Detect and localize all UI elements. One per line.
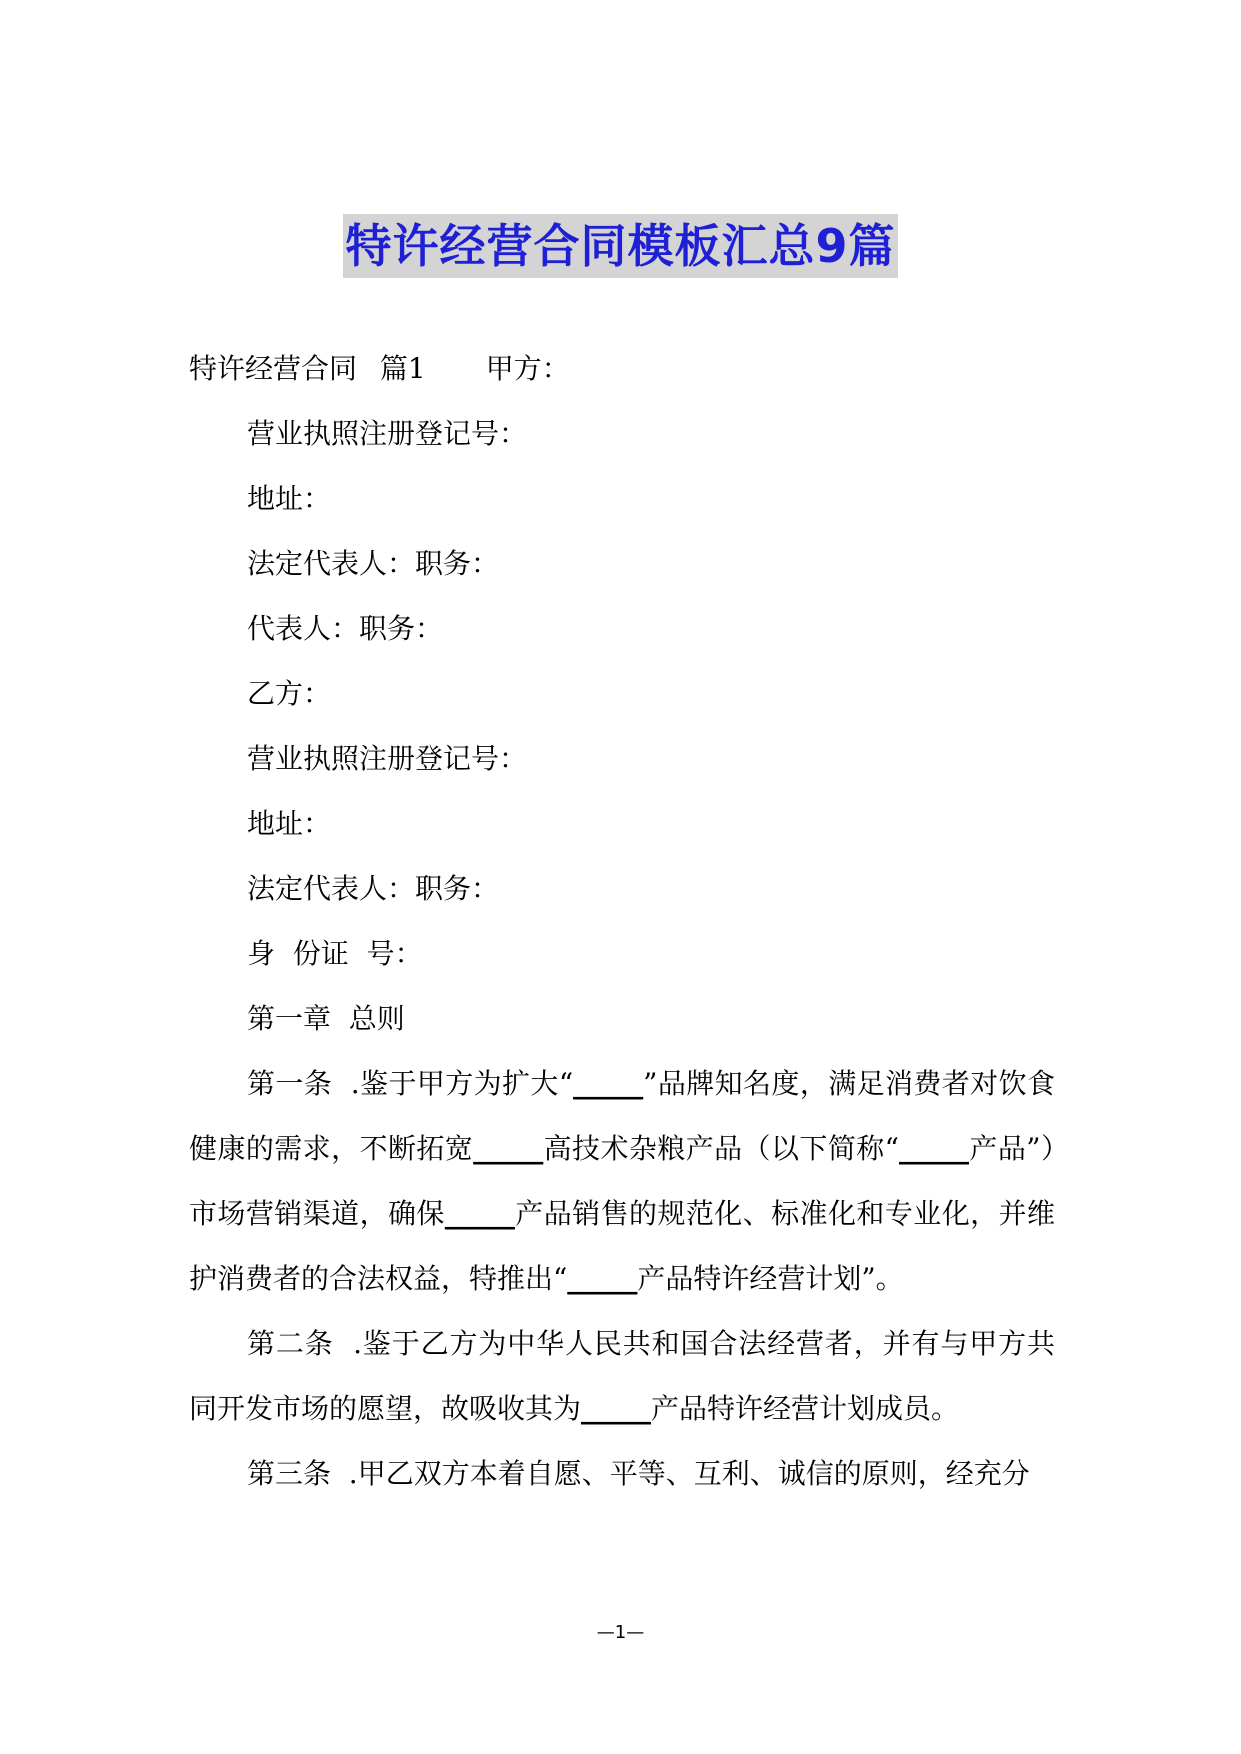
heading-line bbox=[189, 336, 1055, 401]
chapter-heading: 第一章 总则 bbox=[247, 1002, 405, 1035]
article-1-text-1: 第一条 .鉴于甲方为扩大“ bbox=[247, 1067, 574, 1100]
article-1-blank-2: _____ bbox=[473, 1132, 544, 1165]
article-1-text-2: ”品牌知名度，满足消费者对饮食健康的需求，不断拓宽 bbox=[189, 1067, 1055, 1165]
field-line: 营业执照注册登记号： bbox=[247, 742, 528, 775]
field-line: 地址： bbox=[247, 482, 332, 515]
page-number: —1— bbox=[596, 1622, 645, 1643]
field-line: 地址： bbox=[247, 807, 332, 840]
doc-label: 特许经营合同 bbox=[189, 352, 358, 385]
part-label: 篇1 bbox=[379, 352, 426, 385]
field-line: 乙方： bbox=[247, 677, 332, 710]
title-container bbox=[0, 214, 1241, 278]
article-1-blank-5: _____ bbox=[567, 1262, 638, 1295]
article-2 bbox=[189, 1311, 1055, 1441]
field-line: 代表人：职务： bbox=[247, 612, 444, 645]
article-1-text-3: 高技术杂粮产品（以下简称“ bbox=[543, 1132, 899, 1165]
article-2-text-1: 第二条 .鉴于乙方为中华人民共和国合法经营者，并有与甲方共同开发市场的愿望，故吸收其为 bbox=[189, 1327, 1055, 1425]
field-line: 法定代表人：职务： bbox=[247, 872, 500, 905]
article-2-blank-1: _____ bbox=[581, 1392, 652, 1425]
article-1-text-5: 产品销售的规范化、标准化和专业化，并维护消费者的合法权益，特推出“ bbox=[189, 1197, 1055, 1295]
article-1-text-4: 产品”）市场营销渠道，确保 bbox=[189, 1132, 1055, 1230]
article-1-blank-1: _____ bbox=[573, 1067, 644, 1100]
article-2-text-2: 产品特许经营计划成员。 bbox=[651, 1392, 960, 1425]
document-title: 特许经营合同模板汇总9篇 bbox=[343, 214, 897, 278]
article-1-text-6: 产品特许经营计划”。 bbox=[637, 1262, 904, 1295]
field-line: 身 份证 号： bbox=[247, 937, 423, 970]
field-line: 营业执照注册登记号： bbox=[247, 417, 528, 450]
article-1-blank-3: _____ bbox=[898, 1132, 969, 1165]
article-3 bbox=[189, 1441, 1055, 1506]
party-a-label: 甲方： bbox=[485, 352, 570, 385]
article-3-text-1: 第三条 .甲乙双方本着自愿、平等、互利、诚信的原则，经充分 bbox=[247, 1457, 1030, 1490]
field-line: 法定代表人：职务： bbox=[247, 547, 500, 580]
document-body bbox=[189, 336, 1055, 1506]
article-1 bbox=[189, 1051, 1055, 1311]
article-1-blank-4: _____ bbox=[444, 1197, 515, 1230]
